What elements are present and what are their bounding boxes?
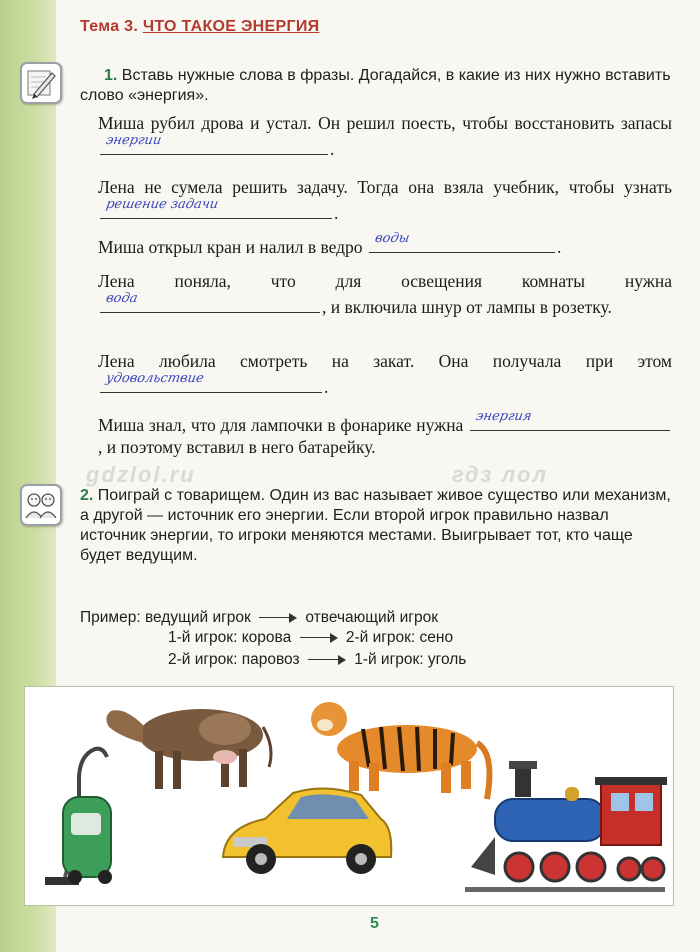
cow-icon: [106, 709, 271, 789]
watermark-cyrillic: гдз лол: [452, 462, 549, 487]
handwritten-answer-6: энергия: [474, 409, 533, 424]
example-left-1: ведущий игрок: [144, 609, 251, 626]
vacuum-cleaner-icon: [45, 749, 112, 885]
sentence-5-text: Лена любила смотреть на закат. Она получала при этом: [98, 351, 672, 371]
sentence-2-end: .: [334, 203, 339, 223]
answer-blank-1[interactable]: [100, 134, 328, 155]
sentence-3-end: .: [556, 237, 562, 257]
watermark-latin: gdzlol.ru: [86, 462, 196, 487]
handwritten-answer-3: воды: [373, 231, 411, 246]
topic-name: ЧТО ТАКОЕ ЭНЕРГИЯ: [142, 18, 320, 35]
page-number: 5: [370, 915, 379, 932]
answer-blank-4[interactable]: [100, 292, 320, 313]
handwritten-answer-5: удовольствие: [104, 371, 206, 386]
sentence-3-text: Миша открыл кран и налил в ведро: [98, 237, 363, 257]
example-left-3: 2-й игрок: паровоз: [168, 651, 300, 668]
sentence-5-end: .: [324, 377, 329, 397]
sentence-1-end: .: [330, 139, 335, 159]
sentence-6-text: Миша знал, что для лампочки в фонарике нужна: [98, 415, 464, 435]
sentence-2-text: Лена не сумела решить задачу. Тогда она взяла учебник, чтобы узнать: [98, 177, 672, 197]
sentence-6: [98, 410, 672, 458]
sentence-4-text: Лена поняла, что для освещения комнаты нужна: [98, 271, 672, 291]
answer-blank-5[interactable]: [100, 372, 322, 393]
example-row-3: [168, 650, 466, 670]
example-right-2: 2-й игрок: сено: [345, 629, 454, 646]
handwritten-answer-4: вода: [104, 291, 139, 306]
handwritten-answer-1: энергии: [104, 133, 163, 148]
sentence-4: [98, 270, 672, 318]
pencil-icon: [20, 62, 62, 104]
illustration-panel: [24, 686, 674, 906]
car-icon: [223, 788, 391, 874]
sentence-3: [98, 232, 672, 258]
task-1-number: 1.: [104, 67, 118, 84]
example-row-1: [80, 608, 438, 628]
task-2-instruction: [80, 486, 672, 566]
task-1-text: Вставь нужные слова в фразы. Догадайся, в какие из них нужно вставить слово «энергия».: [80, 67, 671, 104]
example-right-1: отвечающий игрок: [305, 609, 438, 626]
sentence-1: [98, 112, 672, 160]
answer-blank-2[interactable]: [100, 198, 332, 219]
steam-locomotive-icon: [465, 761, 667, 892]
topic-title: [80, 18, 319, 36]
task-2-text: Поиграй с товарищем. Один из вас называет живое существо или механизм, а другой — источник его энергии. Если второй игрок правильно назвал источник энергии, то игроки меняются местами. Выигрывает тот, кто чаще будет ведущим.: [80, 487, 671, 564]
arrow-icon: [259, 613, 297, 623]
arrow-icon: [300, 633, 338, 643]
answer-blank-3[interactable]: [369, 232, 555, 253]
example-right-3: 1-й игрок: уголь: [354, 651, 467, 668]
sentence-2: [98, 176, 672, 224]
task-2-number: 2.: [80, 487, 94, 504]
topic-prefix: Тема 3.: [80, 18, 139, 35]
pair-work-icon: [20, 484, 62, 526]
example-row-2: [168, 628, 453, 648]
handwritten-answer-2: решение задачи: [104, 197, 220, 212]
sentence-6-end: , и поэтому вставил в него батарейку.: [98, 437, 376, 457]
answer-blank-6[interactable]: [470, 410, 670, 431]
arrow-icon: [308, 655, 346, 665]
task-1-instruction: [80, 66, 672, 106]
sentence-1-text: Миша рубил дрова и устал. Он решил поесть, чтобы восстановить запасы: [98, 113, 672, 133]
sentence-4-end: , и включила шнур от лампы в розетку.: [322, 297, 612, 317]
example-left-2: 1-й игрок: корова: [168, 629, 292, 646]
example-prefix: Пример:: [80, 609, 141, 626]
tiger-icon: [311, 702, 489, 799]
sentence-5: [98, 350, 672, 398]
